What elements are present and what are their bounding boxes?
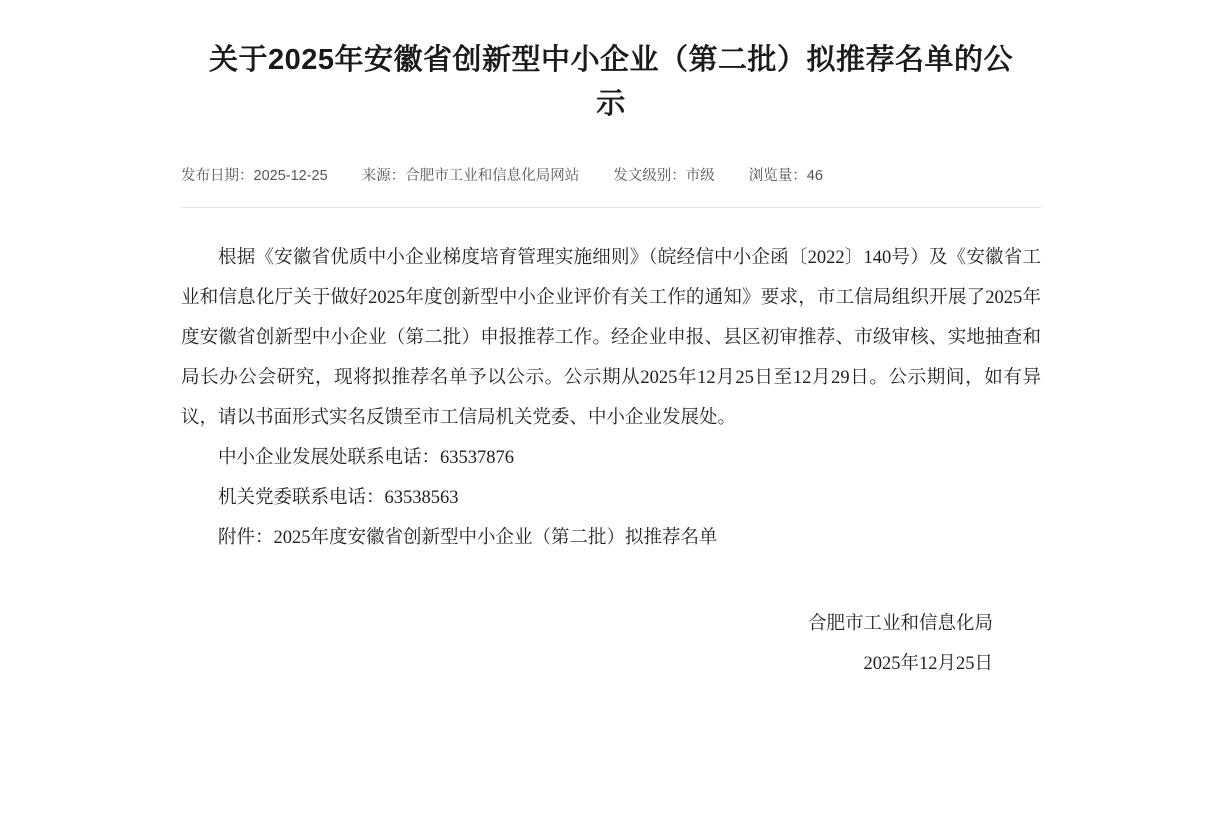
document-meta-bar bbox=[181, 164, 1041, 208]
meta-publish-date-label: 发布日期： bbox=[181, 168, 254, 184]
contact-line-sme-office: 中小企业发展处联系电话：63537876 bbox=[218, 448, 515, 468]
body-paragraph-1: 根据《安徽省优质中小企业梯度培育管理实施细则》（皖经信中小企函〔2022〕140号）及《安徽省工业和信息化厅关于做好2025年度创新型中小企业评价有关工作的通知》要求，市工信局组织开展了2025年度安徽省创新型中小企业（第二批）申报推荐工作。经企业申报、县区初审推荐、市级审核、实地抽查和局长办公会研究，现将拟推荐名单予以公示。公示期从2025年12月25日至12月29日。公示期间，如有异议，请以书面形式实名反馈至市工信局机关党委、中小企业发展处。 bbox=[181, 248, 1041, 428]
meta-publish-date-value: 2025-12-25 bbox=[253, 168, 328, 184]
meta-publish-date bbox=[181, 164, 328, 185]
meta-level-value: 市级 bbox=[685, 168, 715, 184]
meta-views-label: 浏览量： bbox=[748, 168, 807, 184]
attachment-line: 附件：2025年度安徽省创新型中小企业（第二批）拟推荐名单 bbox=[218, 528, 718, 548]
meta-source bbox=[362, 164, 580, 185]
meta-level bbox=[613, 164, 715, 185]
document-body bbox=[181, 238, 1041, 558]
signature-date: 2025年12月25日 bbox=[863, 654, 993, 674]
document-content bbox=[181, 0, 1041, 684]
meta-views-count: 46 bbox=[806, 168, 823, 184]
meta-source-value: 合肥市工业和信息化局网站 bbox=[405, 168, 580, 184]
meta-views bbox=[749, 164, 823, 185]
signature-organization: 合肥市工业和信息化局 bbox=[807, 614, 993, 634]
meta-source-label: 来源： bbox=[361, 168, 406, 184]
page-title: 关于2025年安徽省创新型中小企业（第二批）拟推荐名单的公示 bbox=[208, 44, 1013, 120]
meta-level-label: 发文级别： bbox=[613, 168, 686, 184]
document-signature bbox=[181, 604, 1041, 684]
contact-line-party-committee: 机关党委联系电话：63538563 bbox=[218, 488, 459, 508]
